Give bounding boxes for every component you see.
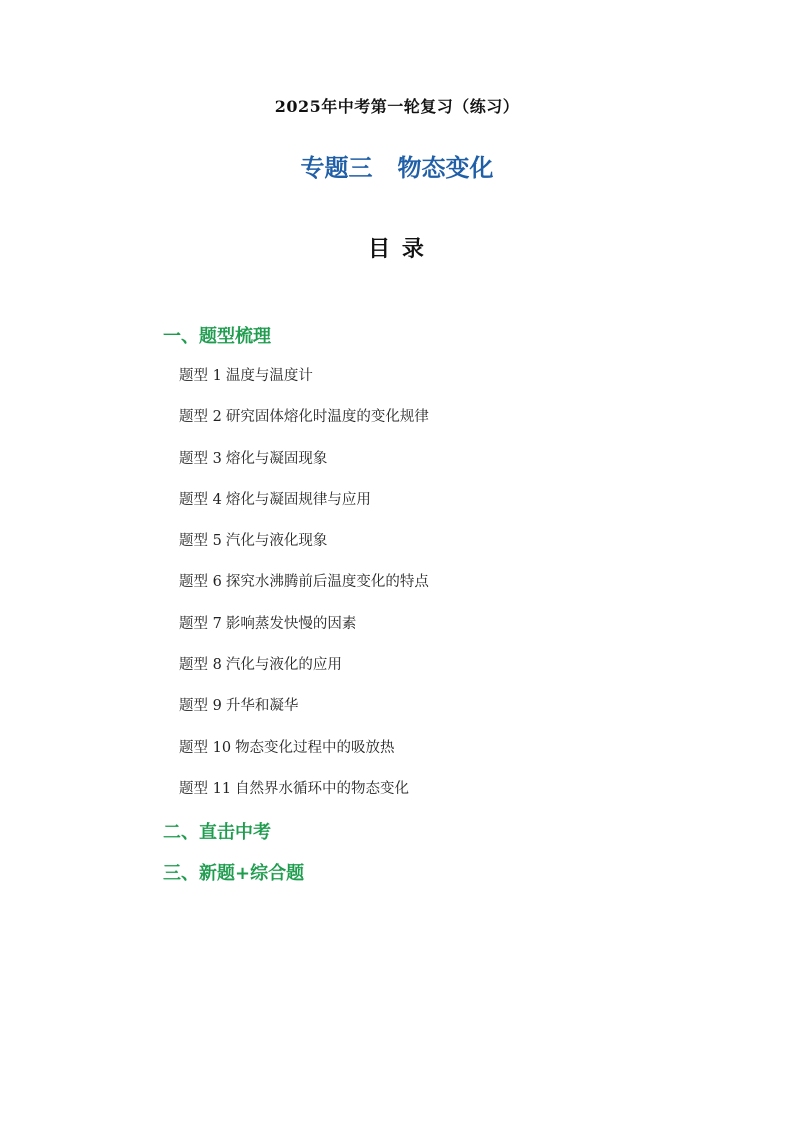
toc-item-list	[179, 365, 429, 819]
toc-item[interactable]	[179, 571, 429, 612]
toc-item-number: 题型 9	[179, 698, 222, 715]
toc-item-title: 熔化与凝固现象	[225, 450, 328, 467]
toc-item-number: 题型 5	[179, 533, 222, 550]
toc-item-title: 熔化与凝固规律与应用	[225, 491, 371, 508]
toc-item-number: 题型 8	[179, 657, 222, 674]
toc-section-3[interactable]: 三、新题+综合题	[163, 863, 305, 884]
toc-item-number: 题型 3	[179, 450, 222, 467]
toc-item[interactable]	[179, 365, 429, 406]
toc-item[interactable]	[179, 613, 429, 654]
toc-item[interactable]	[179, 448, 429, 489]
toc-item-title: 影响蒸发快慢的因素	[225, 615, 357, 632]
toc-item-number: 题型 4	[179, 491, 222, 508]
toc-item[interactable]	[179, 489, 429, 530]
toc-section-2[interactable]: 二、直击中考	[163, 822, 271, 843]
toc-section-1[interactable]: 一、题型梳理	[163, 326, 271, 347]
toc-item-title: 探究水沸腾前后温度变化的特点	[225, 574, 429, 591]
toc-item[interactable]	[179, 530, 429, 571]
toc-item[interactable]	[179, 778, 429, 819]
document-subtitle: 2025年中考第一轮复习（练习）	[274, 97, 520, 116]
toc-item-number: 题型 1	[179, 368, 222, 384]
toc-item-number: 题型 6	[179, 574, 222, 591]
toc-item-title: 研究固体熔化时温度的变化规律	[225, 409, 429, 426]
toc-item[interactable]	[179, 406, 429, 447]
toc-item[interactable]	[179, 695, 429, 736]
toc-item-title: 汽化与液化的应用	[225, 657, 342, 674]
toc-item-title: 升华和凝华	[225, 698, 299, 715]
toc-item-number: 题型 7	[179, 615, 222, 632]
toc-item-title: 温度与温度计	[225, 368, 313, 384]
toc-item-title: 自然界水循环中的物态变化	[235, 780, 410, 797]
toc-item-title: 物态变化过程中的吸放热	[235, 739, 395, 756]
toc-item[interactable]	[179, 737, 429, 778]
toc-item-number: 题型 10	[179, 739, 232, 756]
toc-item-number: 题型 2	[179, 409, 222, 426]
topic-title: 专题三 物态变化	[300, 154, 494, 182]
toc-item[interactable]	[179, 654, 429, 695]
toc-heading: 目 录	[368, 237, 426, 262]
toc-item-number: 题型 11	[179, 780, 232, 797]
toc-item-title: 汽化与液化现象	[225, 533, 328, 550]
